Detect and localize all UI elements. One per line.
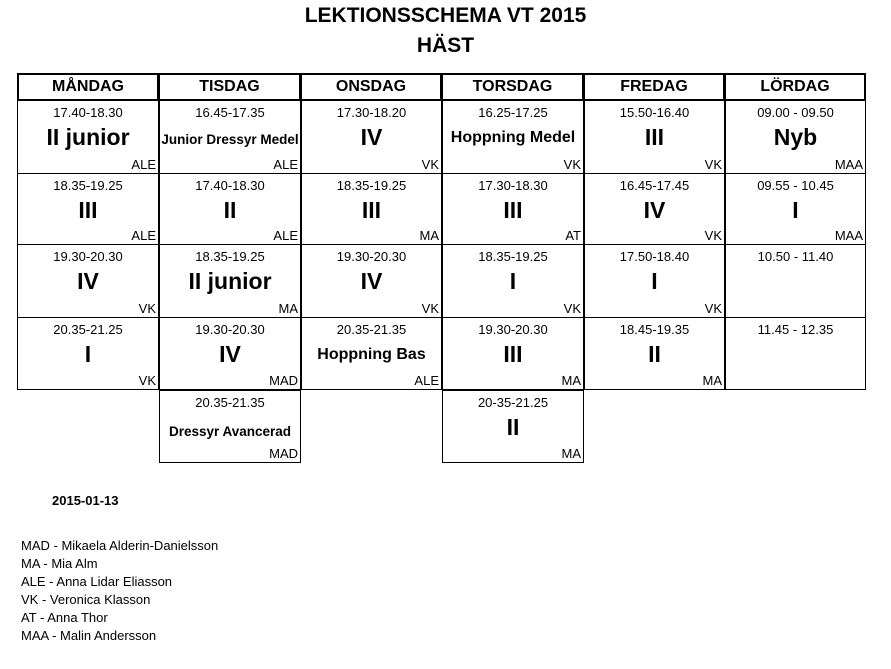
lesson-name: IV	[77, 268, 99, 294]
lesson-slot	[159, 101, 301, 174]
legend-item: AT - Anna Thor	[21, 610, 108, 625]
lesson-teacher: ALE	[131, 157, 156, 172]
lesson-teacher: MA	[561, 373, 581, 388]
lesson-name: III	[78, 197, 98, 223]
lesson-teacher: VK	[704, 228, 722, 243]
lesson-time: 19.30-20.30	[336, 249, 407, 264]
lesson-slot	[17, 318, 159, 390]
lesson-time: 20-35-21.25	[477, 395, 549, 410]
legend-item: MAD - Mikaela Alderin-Danielsson	[21, 538, 219, 553]
lesson-time: 19.30-20.30	[478, 322, 548, 337]
lesson-name: I	[509, 268, 517, 294]
lesson-teacher: ALE	[273, 228, 298, 243]
lesson-time: 17.40-18.30	[195, 178, 265, 193]
lesson-time: 09.00 - 09.50	[757, 105, 834, 120]
lesson-name: II	[223, 197, 237, 223]
lesson-slot	[17, 101, 159, 174]
lesson-slot	[442, 318, 584, 390]
lesson-slot	[17, 245, 159, 318]
lesson-slot	[442, 245, 584, 318]
lesson-teacher: VK	[563, 157, 581, 172]
lesson-time: 19.30-20.30	[195, 322, 265, 337]
lesson-teacher: AT	[565, 228, 581, 243]
lesson-slot	[442, 101, 584, 174]
lesson-slot	[584, 245, 725, 318]
lesson-time: 09.55 - 10.45	[757, 178, 834, 193]
lesson-teacher: VK	[138, 373, 156, 388]
lesson-time: 18.35-19.25	[478, 249, 548, 264]
lesson-teacher: MAA	[834, 228, 863, 243]
lesson-slot	[301, 318, 442, 390]
lesson-name: Dressyr Avancerad	[168, 424, 292, 439]
schedule-title: LEKTIONSSCHEMA VT 2015	[304, 4, 587, 27]
lesson-teacher: VK	[704, 157, 722, 172]
day-header: ONSDAG	[300, 73, 442, 101]
lesson-time: 10.50 - 11.40	[757, 249, 834, 264]
lesson-slot	[584, 174, 725, 245]
lesson-slot	[301, 101, 442, 174]
lesson-slot	[584, 318, 725, 390]
lesson-name: I	[84, 341, 92, 367]
schedule-subtitle: HÄST	[416, 34, 475, 57]
lesson-time: 15.50-16.40	[619, 105, 690, 120]
lesson-teacher: MA	[702, 373, 722, 388]
lesson-teacher: VK	[563, 301, 581, 316]
lesson-time: 17.40-18.30	[53, 105, 123, 120]
lesson-time: 19.30-20.30	[53, 249, 123, 264]
lesson-name: IV	[219, 341, 241, 367]
lesson-teacher: VK	[421, 301, 439, 316]
teacher-legend	[21, 537, 218, 645]
lesson-slot	[159, 390, 301, 463]
lesson-name: III	[644, 124, 665, 150]
lesson-teacher: ALE	[273, 157, 298, 172]
lesson-name: IV	[360, 268, 383, 294]
lesson-name: Nyb	[773, 124, 818, 150]
legend-item: MAA - Malin Andersson	[21, 628, 157, 643]
day-header: MÅNDAG	[17, 73, 159, 101]
lesson-teacher: VK	[421, 157, 439, 172]
schedule-grid	[17, 73, 866, 463]
lesson-slot	[301, 245, 442, 318]
lesson-time: 18.45-19.35	[619, 322, 690, 337]
lesson-teacher: ALE	[131, 228, 156, 243]
lesson-name: II junior	[46, 124, 130, 150]
lesson-slot	[725, 101, 866, 174]
legend-item: ALE - Anna Lidar Eliasson	[21, 574, 173, 589]
day-header: TISDAG	[158, 73, 301, 101]
lesson-name: Junior Dressyr Medel	[161, 132, 299, 147]
day-header: TORSDAG	[441, 73, 584, 101]
lesson-time: 20.35-21.35	[336, 322, 407, 337]
lesson-name: II	[648, 341, 661, 367]
lesson-time: 18.35-19.25	[195, 249, 265, 264]
lesson-name: IV	[643, 197, 666, 223]
legend-item: MA - Mia Alm	[21, 556, 98, 571]
lesson-time: 17.30-18.30	[478, 178, 548, 193]
lesson-time: 18.35-19.25	[336, 178, 407, 193]
lesson-teacher: MAA	[834, 157, 863, 172]
lesson-slot	[17, 174, 159, 245]
lesson-teacher: MAD	[269, 446, 298, 461]
lesson-teacher: MA	[419, 228, 439, 243]
lesson-name: IV	[360, 124, 383, 150]
lesson-teacher: MA	[561, 446, 581, 461]
lesson-slot	[725, 174, 866, 245]
lesson-teacher: MA	[278, 301, 298, 316]
day-header: FREDAG	[583, 73, 725, 101]
lesson-time: 16.45-17.35	[195, 105, 265, 120]
lesson-time: 20.35-21.35	[195, 395, 265, 410]
lesson-teacher: MAD	[269, 373, 298, 388]
lesson-time: 17.30-18.20	[336, 105, 407, 120]
lesson-name: III	[503, 197, 523, 223]
lesson-time: 17.50-18.40	[619, 249, 690, 264]
legend-item: VK - Veronica Klasson	[21, 592, 151, 607]
lesson-name: II	[506, 414, 520, 440]
lesson-name: Hoppning Medel	[450, 129, 576, 146]
lesson-slot	[301, 174, 442, 245]
lesson-slot	[159, 174, 301, 245]
lesson-name: III	[361, 197, 382, 223]
lesson-time: 16.25-17.25	[478, 105, 548, 120]
lesson-slot	[725, 318, 866, 390]
day-header: LÖRDAG	[724, 73, 866, 101]
lesson-slot	[442, 174, 584, 245]
lesson-time: 16.45-17.45	[619, 178, 690, 193]
lesson-time: 11.45 - 12.35	[757, 322, 834, 337]
lesson-name: Hoppning Bas	[317, 346, 426, 363]
lesson-name: I	[651, 268, 658, 294]
lesson-slot	[159, 245, 301, 318]
lesson-teacher: VK	[138, 301, 156, 316]
lesson-slot	[584, 101, 725, 174]
lesson-teacher: VK	[704, 301, 722, 316]
lesson-name: I	[792, 197, 799, 223]
lesson-teacher: ALE	[414, 373, 439, 388]
lesson-slot	[442, 390, 584, 463]
lesson-name: III	[503, 341, 523, 367]
schedule-date: 2015-01-13	[52, 493, 119, 508]
lesson-time: 18.35-19.25	[53, 178, 123, 193]
lesson-name: II junior	[188, 268, 272, 294]
lesson-slot	[159, 318, 301, 390]
lesson-time: 20.35-21.25	[53, 322, 123, 337]
lesson-slot	[725, 245, 866, 318]
